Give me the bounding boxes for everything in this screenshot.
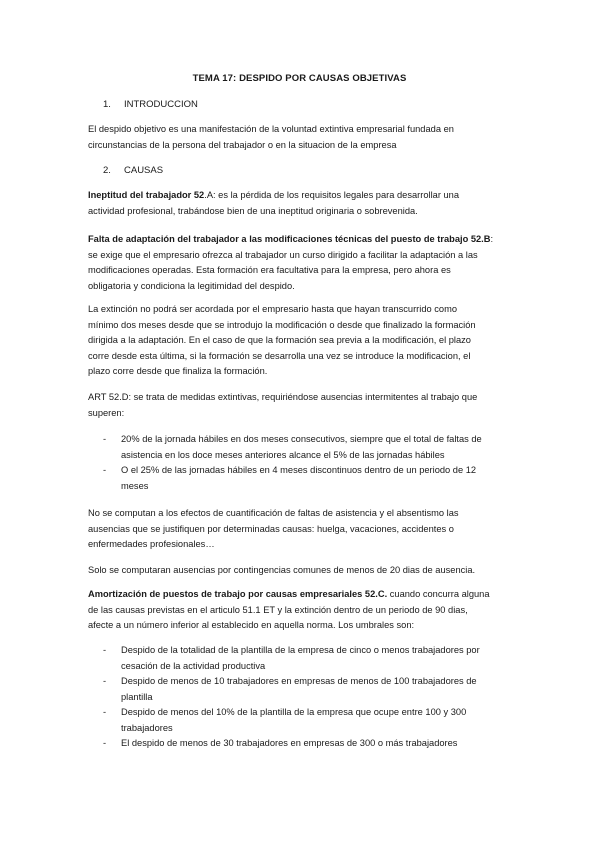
text-line: ART 52.D: se trata de medidas extintivas, requiriéndose ausencias intermitentes al trabajo que: [88, 392, 478, 402]
section-number: 2.: [103, 165, 111, 176]
list-bullet: -: [103, 707, 107, 717]
text-line: El despido de menos de 30 trabajadores en empresas de 300 o más trabajadores: [121, 738, 458, 748]
text-line: afecte a un número inferior al establecido en aquella norma. Los umbrales son:: [88, 620, 415, 630]
text-line: modificaciones operadas. Esta formación era facultativa para la empresa, pero ahora es: [88, 265, 451, 275]
text-line: ausencias que se justifiquen por determinadas causas: huelga, vacaciones, accidentes o: [88, 523, 454, 534]
text-span: .A: es la pérdida de los requisitos legales para desarrollar una: [204, 190, 460, 200]
text-line: Despido de menos de 10 trabajadores en empresas de menos de 100 trabajadores de: [121, 676, 477, 686]
text-line: No se computan a los efectos de cuantificación de faltas de asistencia y el absentismo las: [88, 508, 459, 518]
list-bullet: -: [103, 645, 107, 655]
text-span: cuando concurra alguna: [387, 589, 490, 599]
bold-term: Ineptitud del trabajador 52: [88, 190, 205, 200]
text-line: Solo se computaran ausencias por contingencias comunes de menos de 20 dias de ausencia.: [88, 565, 476, 575]
page-title: TEMA 17: DESPIDO POR CAUSAS OBJETIVAS: [192, 73, 407, 84]
text-line: meses: [121, 480, 149, 491]
list-bullet: -: [103, 434, 107, 444]
section-label: CAUSAS: [124, 165, 164, 176]
text-line: Despido de menos del 10% de la plantilla de la empresa que ocupe entre 100 y 300: [121, 707, 467, 717]
text-line: [88, 188, 513, 204]
text-line: El despido objetivo es una manifestación de la voluntad extintiva empresarial fundada en: [88, 124, 454, 134]
section-label: INTRODUCCION: [124, 99, 198, 110]
text-line: plantilla: [121, 691, 153, 702]
text-line: superen:: [88, 407, 125, 418]
solo-paragraph: [88, 563, 513, 579]
section-number: 1.: [103, 99, 111, 110]
text-line: circunstancias de la persona del trabajador o en la situacion de la empresa: [88, 139, 397, 150]
text-line: de las causas previstas en el articulo 51.1 ET y la extinción dentro de un periodo de 90 dias,: [88, 604, 468, 615]
text-line: [88, 587, 513, 603]
text-span: :: [490, 234, 494, 244]
section-heading-introduccion: [103, 99, 198, 110]
nocomputan-paragraph: [88, 506, 513, 553]
list-bullet: -: [103, 738, 107, 748]
list-bullet: -: [103, 465, 107, 475]
text-line: asistencia en los doce meses anteriores alcance el 5% de las jornadas hábiles: [121, 449, 445, 460]
ineptitud-paragraph: [88, 188, 513, 219]
text-line: obligatoria y condiciona la legitimidad del despido.: [88, 280, 295, 291]
text-line: plazo corre desde que finaliza la formación.: [88, 366, 268, 376]
text-line: La extinción no podrá ser acordada por el empresario hasta que hayan transcurrido como: [88, 304, 457, 314]
art52d-paragraph: [88, 390, 513, 421]
extincion-paragraph: [88, 302, 513, 380]
text-line: 20% de la jornada hábiles en dos meses consecutivos, siempre que el total de faltas de: [121, 434, 482, 444]
section-heading-causas: [103, 165, 163, 176]
text-line: trabajadores: [121, 722, 173, 733]
text-line: O el 25% de las jornadas hábiles en 4 meses discontinuos dentro de un periodo de 12: [121, 465, 477, 475]
text-line: Despido de la totalidad de la plantilla de la empresa de cinco o menos trabajadores por: [121, 645, 480, 655]
text-line: actividad profesional, trabándose bien de una ineptitud originaria o sobrevenida.: [88, 205, 418, 216]
intro-paragraph: [88, 122, 513, 153]
amortizacion-paragraph: [88, 587, 513, 634]
adaptacion-paragraph: [88, 232, 513, 294]
text-line: dirigida a la adaptación. En el caso de que la formación sea previa a la modificación, el plazo: [88, 335, 471, 345]
text-line: mínimo dos meses desde que se introdujo la modificación o desde que finalizado la formación: [88, 319, 476, 330]
text-line: cesación de la actividad productiva: [121, 660, 266, 671]
text-line: enfermedades profesionales…: [88, 539, 215, 549]
list-bullet: -: [103, 676, 107, 686]
text-line: [88, 232, 513, 248]
bold-term: Falta de adaptación del trabajador a las modificaciones técnicas del puesto de trabajo 52.B: [88, 234, 491, 244]
text-line: corre desde esta última, si la formación se desarrolla una vez se introduce la modificacion, el: [88, 350, 471, 361]
text-line: se exige que el empresario ofrezca al trabajador un curso dirigido a facilitar la adaptación a las: [88, 249, 478, 260]
bold-term: Amortización de puestos de trabajo por causas empresariales 52.C.: [88, 589, 388, 599]
